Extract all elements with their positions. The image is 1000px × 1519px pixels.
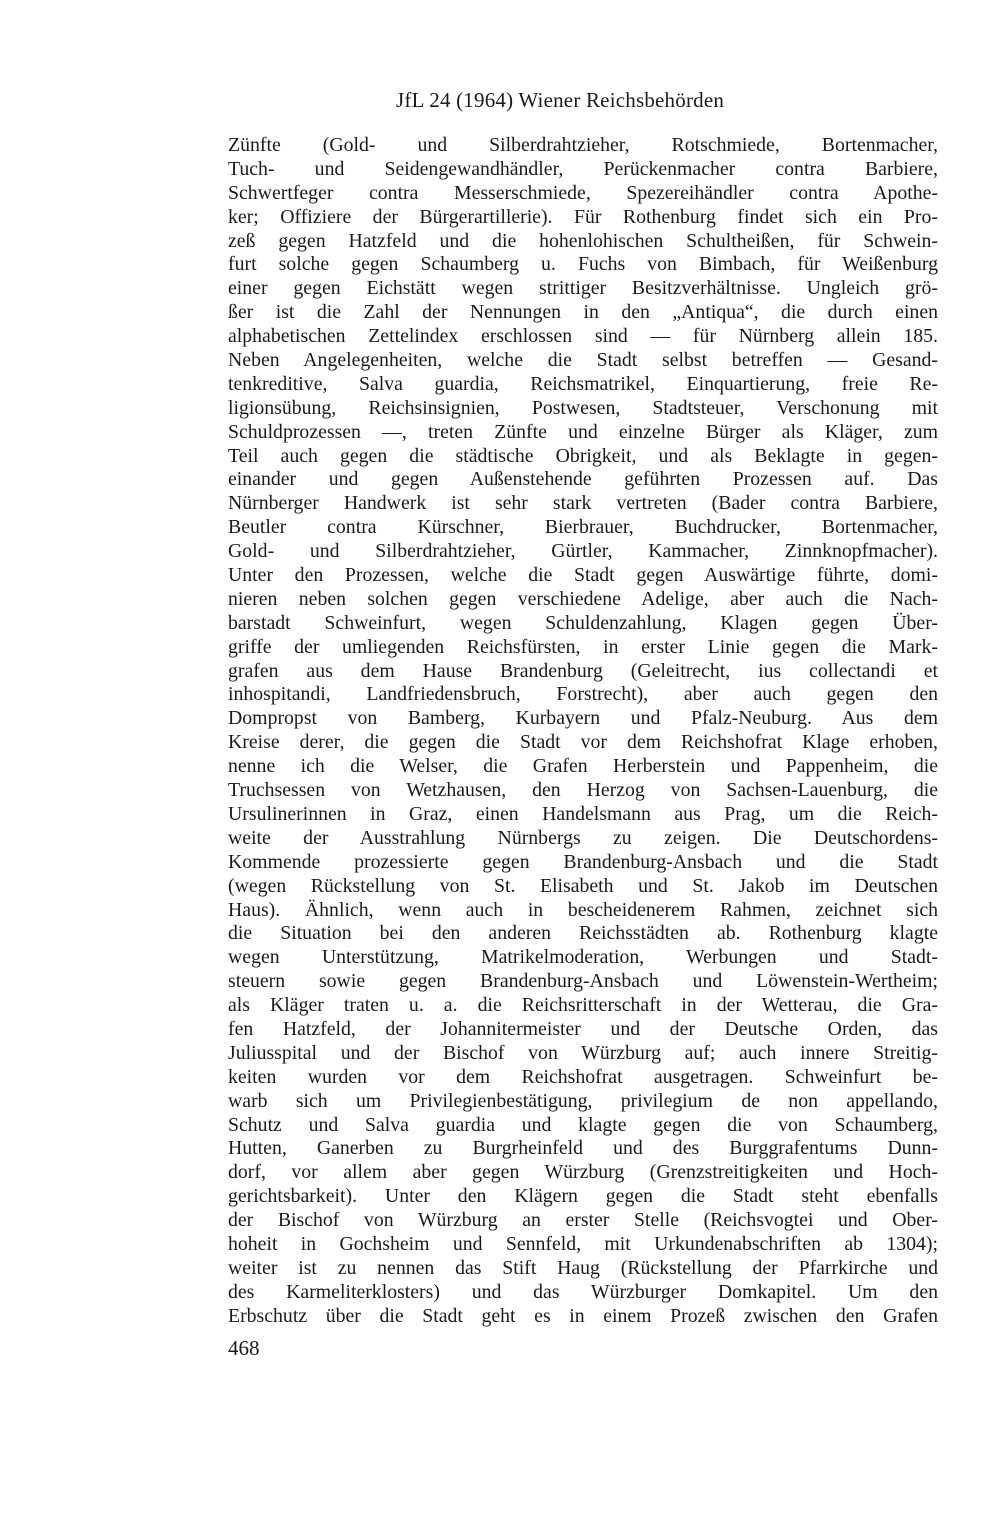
text-line: grafen aus dem Hause Brandenburg (Geleitrecht, ius collectandi et bbox=[228, 659, 938, 682]
text-line: furt solche gegen Schaumberg u. Fuchs von Bimbach, für Weißenburg bbox=[228, 253, 938, 276]
text-line: Teil auch gegen die städtische Obrigkeit, und als Beklagte in gegen- bbox=[228, 444, 938, 467]
text-line: gerichtsbarkeit). Unter den Klägern gegen die Stadt steht ebenfalls bbox=[228, 1185, 938, 1208]
text-line: weite der Ausstrahlung Nürnbergs zu zeigen. Die Deutschordens- bbox=[228, 826, 938, 849]
text-line: Unter den Prozessen, welche die Stadt gegen Auswärtige führte, domi- bbox=[228, 564, 938, 587]
text-line: alphabetischen Zettelindex erschlossen sind — für Nürnberg allein 185. bbox=[228, 325, 938, 348]
text-line: des Karmeliterklosters) und das Würzburger Domkapitel. Um den bbox=[228, 1280, 938, 1303]
text-line: Schwertfeger contra Messerschmiede, Spezereihändler contra Apothe- bbox=[228, 181, 938, 204]
text-line: Schuldprozessen —, treten Zünfte und einzelne Bürger als Kläger, zum bbox=[228, 420, 938, 443]
text-line: steuern sowie gegen Brandenburg-Ansbach und Löwenstein-Wertheim; bbox=[228, 970, 938, 993]
text-line: weiter ist zu nennen das Stift Haug (Rückstellung der Pfarrkirche und bbox=[228, 1256, 938, 1279]
text-line: der Bischof von Würzburg an erster Stelle (Reichsvogtei und Ober- bbox=[228, 1209, 938, 1232]
text-line: Schutz und Salva guardia und klagte gegen die von Schaumberg, bbox=[228, 1113, 938, 1136]
text-line: dorf, vor allem aber gegen Würzburg (Grenzstreitigkeiten und Hoch- bbox=[228, 1161, 938, 1184]
text-line: Nürnberger Handwerk ist sehr stark vertreten (Bader contra Barbiere, bbox=[228, 492, 938, 515]
text-line: einer gegen Eichstätt wegen strittiger Besitzverhältnisse. Ungleich grö- bbox=[228, 277, 938, 300]
text-line: Zünfte (Gold- und Silberdrahtzieher, Rotschmiede, Bortenmacher, bbox=[228, 134, 938, 156]
text-line: (wegen Rückstellung von St. Elisabeth und St. Jakob im Deutschen bbox=[228, 874, 938, 897]
text-line: fen Hatzfeld, der Johannitermeister und der Deutsche Orden, das bbox=[228, 1017, 938, 1040]
text-line: als Kläger traten u. a. die Reichsritterschaft in der Wetterau, die Gra- bbox=[228, 994, 938, 1017]
text-line: Juliusspital und der Bischof von Würzburg auf; auch innere Streitig- bbox=[228, 1041, 938, 1064]
text-line: nieren neben solchen gegen verschiedene Adelige, aber auch die Nach- bbox=[228, 587, 938, 610]
text-line: die Situation bei den anderen Reichsstädten ab. Rothenburg klagte bbox=[228, 922, 938, 945]
text-line: Gold- und Silberdrahtzieher, Gürtler, Kammacher, Zinnknopfmacher). bbox=[228, 540, 938, 563]
text-line: inhospitandi, Landfriedensbruch, Forstrecht), aber auch gegen den bbox=[228, 683, 938, 706]
text-line: nenne ich die Welser, die Grafen Herberstein und Pappenheim, die bbox=[228, 755, 938, 778]
text-line: Haus). Ähnlich, wenn auch in bescheidenerem Rahmen, zeichnet sich bbox=[228, 898, 938, 921]
text-line: wegen Unterstützung, Matrikelmoderation, Werbungen und Stadt- bbox=[228, 946, 938, 969]
text-line: Ursulinerinnen in Graz, einen Handelsmann aus Prag, um die Reich- bbox=[228, 802, 938, 825]
text-line: zeß gegen Hatzfeld und die hohenlohischen Schultheißen, für Schwein- bbox=[228, 229, 938, 252]
text-line: Dompropst von Bamberg, Kurbayern und Pfalz-Neuburg. Aus dem bbox=[228, 707, 938, 730]
running-head: JfL 24 (1964) Wiener Reichsbehörden bbox=[396, 88, 725, 112]
body-text bbox=[228, 134, 938, 1329]
text-line: Beutler contra Kürschner, Bierbrauer, Buchdrucker, Bortenmacher, bbox=[228, 516, 938, 539]
text-line: ßer ist die Zahl der Nennungen in den „Antiqua“, die durch einen bbox=[228, 301, 938, 324]
text-line: keiten wurden vor dem Reichshofrat ausgetragen. Schweinfurt be- bbox=[228, 1065, 938, 1088]
text-line: Neben Angelegenheiten, welche die Stadt selbst betreffen — Gesand- bbox=[228, 349, 938, 372]
text-line: warb sich um Privilegienbestätigung, privilegium de non appellando, bbox=[228, 1089, 938, 1112]
text-line: tenkreditive, Salva guardia, Reichsmatrikel, Einquartierung, freie Re- bbox=[228, 372, 938, 395]
text-line: griffe der umliegenden Reichsfürsten, in erster Linie gegen die Mark- bbox=[228, 635, 938, 658]
text-line: ker; Offiziere der Bürgerartillerie). Für Rothenburg findet sich ein Pro- bbox=[228, 205, 938, 228]
text-line: Kommende prozessierte gegen Brandenburg-Ansbach und die Stadt bbox=[228, 850, 938, 873]
text-line: Hutten, Ganerben zu Burgrheinfeld und des Burggrafentums Dunn- bbox=[228, 1137, 938, 1160]
text-line: Kreise derer, die gegen die Stadt vor dem Reichshofrat Klage erhoben, bbox=[228, 731, 938, 754]
text-line: Erbschutz über die Stadt geht es in einem Prozeß zwischen den Grafen bbox=[228, 1304, 938, 1327]
text-line: ligionsübung, Reichsinsignien, Postwesen, Stadtsteuer, Verschonung mit bbox=[228, 396, 938, 419]
page-number: 468 bbox=[228, 1336, 260, 1360]
text-line: einander und gegen Außenstehende geführten Prozessen auf. Das bbox=[228, 468, 938, 491]
text-line: Tuch- und Seidengewandhändler, Perückenmacher contra Barbiere, bbox=[228, 157, 938, 180]
text-line: Truchsessen von Wetzhausen, den Herzog von Sachsen-Lauenburg, die bbox=[228, 779, 938, 802]
text-line: hoheit in Gochsheim und Sennfeld, mit Urkundenabschriften ab 1304); bbox=[228, 1232, 938, 1255]
text-line: barstadt Schweinfurt, wegen Schuldenzahlung, Klagen gegen Über- bbox=[228, 611, 938, 634]
